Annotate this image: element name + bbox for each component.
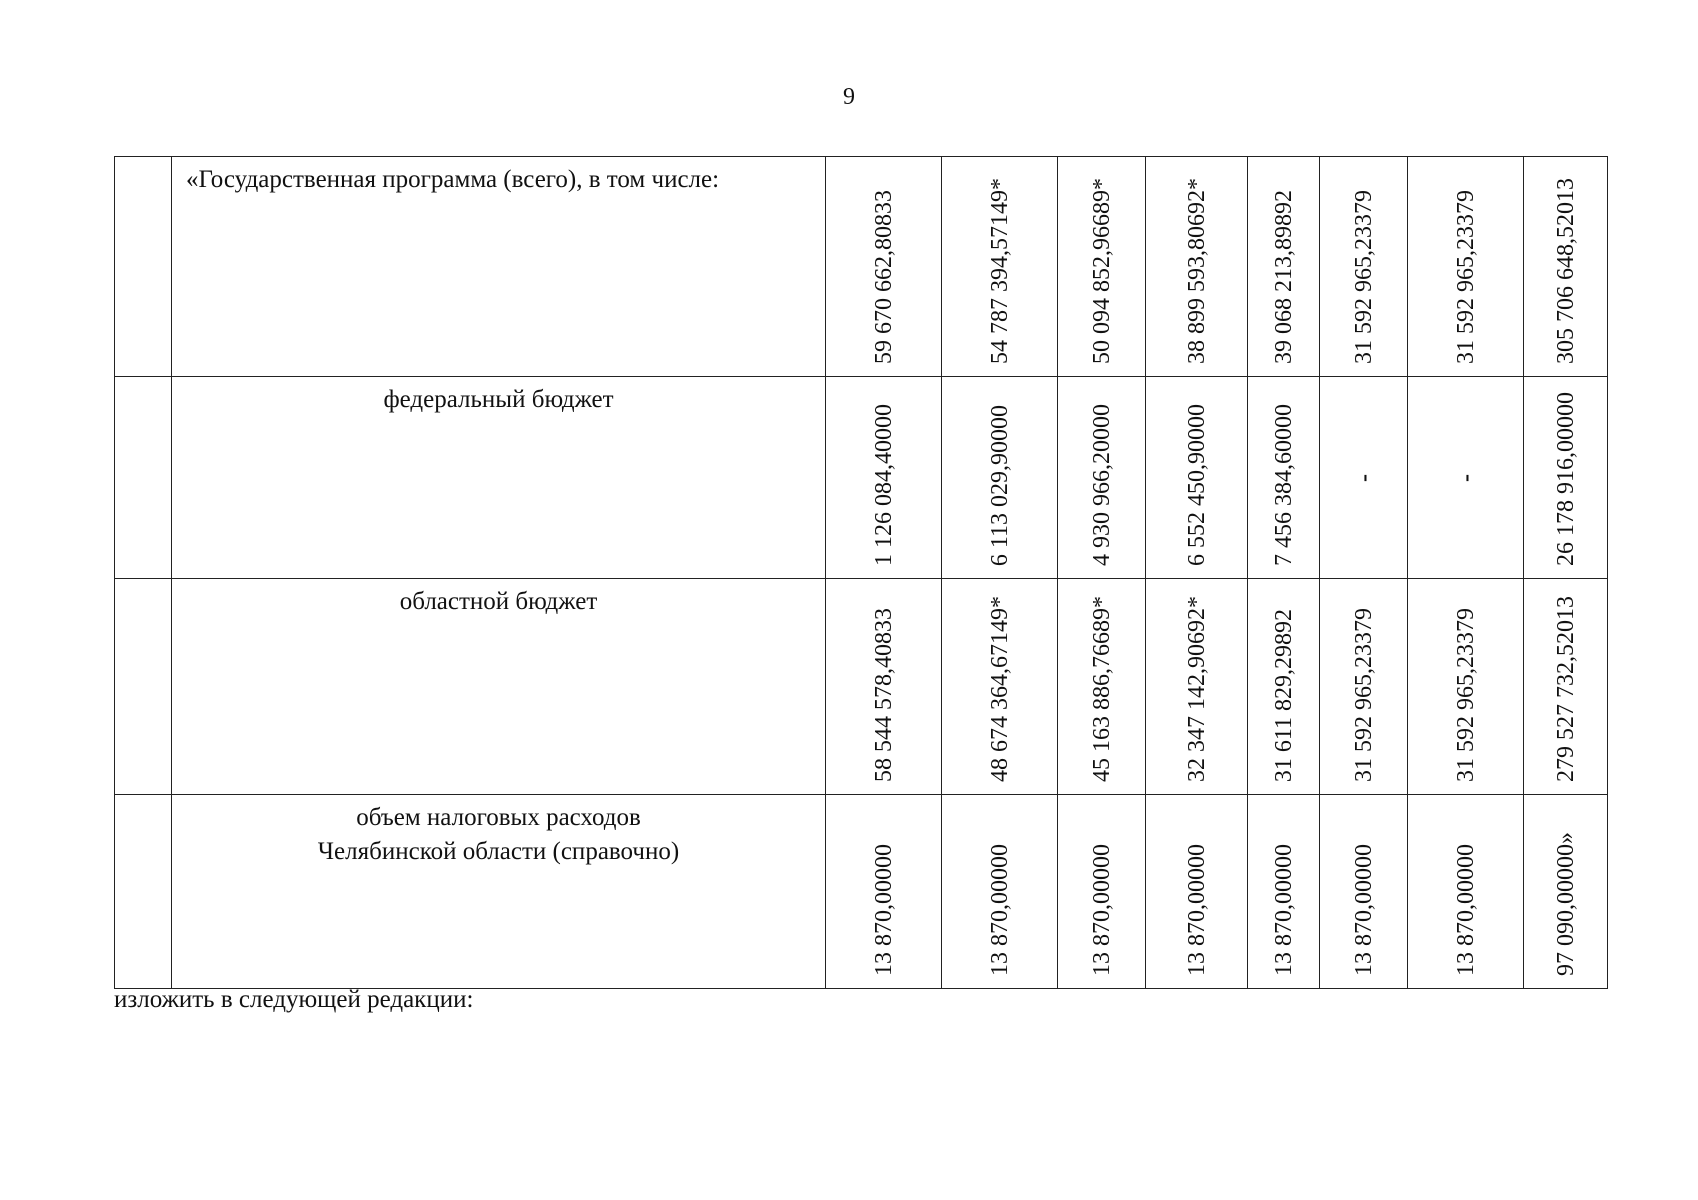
value-text: 279 527 732,52013 (1552, 596, 1579, 782)
value-cell (1058, 157, 1146, 377)
value-cell (942, 157, 1058, 377)
table-row-tax-expenditures (115, 795, 1608, 989)
value-cell (1524, 377, 1608, 579)
value-text: 13 870,00000 (1183, 844, 1210, 976)
row-label: областной бюджет (399, 588, 598, 615)
footer-instruction: изложить в следующей редакции: (114, 986, 474, 1013)
dash-text: - (1452, 473, 1479, 482)
row-label-cell (172, 157, 826, 377)
value-text: 13 870,00000 (1270, 844, 1297, 976)
row-label-cell (172, 377, 826, 579)
value-cell (1408, 157, 1524, 377)
value-cell (1524, 157, 1608, 377)
value-cell (1524, 579, 1608, 795)
value-cell (826, 795, 942, 989)
value-cell (1320, 579, 1408, 795)
value-cell (942, 795, 1058, 989)
value-text: 31 592 965,23379 (1452, 190, 1479, 364)
value-cell (1320, 377, 1408, 579)
value-text: 31 592 965,23379 (1350, 608, 1377, 782)
value-cell (942, 377, 1058, 579)
value-text: 13 870,00000 (986, 844, 1013, 976)
value-text: 31 611 829,29892 (1270, 608, 1297, 782)
page-number: 9 (843, 84, 855, 110)
value-text: 4 930 966,20000 (1088, 404, 1115, 566)
value-cell (1058, 579, 1146, 795)
value-text: 31 592 965,23379 (1452, 608, 1479, 782)
value-text: 54 787 394,57149* (986, 178, 1013, 364)
value-text: 13 870,00000 (1350, 844, 1377, 976)
row-label: «Государственная программа (всего), в том числе: (186, 166, 720, 193)
value-text: 13 870,00000 (1088, 844, 1115, 976)
row-label-cell (172, 795, 826, 989)
row-number-cell (115, 377, 172, 579)
value-cell (1248, 377, 1320, 579)
value-text: 59 670 662,80833 (870, 190, 897, 364)
value-text: 305 706 648,52013 (1552, 178, 1579, 364)
value-cell (826, 579, 942, 795)
value-text: 48 674 364,67149* (986, 596, 1013, 782)
value-text: 45 163 886,76689* (1088, 596, 1115, 782)
value-cell (1408, 377, 1524, 579)
value-cell (1248, 795, 1320, 989)
value-cell (1146, 579, 1248, 795)
row-label: федеральный бюджет (383, 386, 614, 413)
value-cell (1146, 795, 1248, 989)
value-cell (1248, 157, 1320, 377)
value-text: 1 126 084,40000 (870, 404, 897, 566)
value-cell (1248, 579, 1320, 795)
value-text: 13 870,00000 (1452, 844, 1479, 976)
value-text: 6 552 450,90000 (1183, 404, 1210, 566)
value-text: 58 544 578,40833 (870, 608, 897, 782)
value-cell (1320, 795, 1408, 989)
row-number-cell (115, 157, 172, 377)
value-text: 39 068 213,89892 (1270, 190, 1297, 364)
value-cell (1320, 157, 1408, 377)
row-number-cell (115, 795, 172, 989)
value-text: 97 090,00000» (1552, 832, 1579, 976)
dash-text: - (1350, 473, 1377, 482)
value-cell (826, 377, 942, 579)
table-row-regional-budget (115, 579, 1608, 795)
row-label-line-1: объем налоговых расходов (356, 804, 641, 831)
value-cell (1524, 795, 1608, 989)
value-text: 38 899 593,80692* (1183, 178, 1210, 364)
value-text: 32 347 142,90692* (1183, 596, 1210, 782)
value-cell (1408, 579, 1524, 795)
value-cell (1408, 795, 1524, 989)
value-text: 13 870,00000 (870, 844, 897, 976)
row-number-cell (115, 579, 172, 795)
row-label-line-2: Челябинской области (справочно) (317, 838, 680, 865)
value-text: 31 592 965,23379 (1350, 190, 1377, 364)
budget-table (114, 156, 1608, 989)
value-cell (826, 157, 942, 377)
value-text: 6 113 029,90000 (986, 404, 1013, 566)
value-text: 50 094 852,96689* (1088, 178, 1115, 364)
value-text: 7 456 384,60000 (1270, 404, 1297, 566)
value-cell (942, 579, 1058, 795)
value-cell (1058, 795, 1146, 989)
value-cell (1058, 377, 1146, 579)
value-cell (1146, 377, 1248, 579)
table-row-federal-budget (115, 377, 1608, 579)
table-row-program-total (115, 157, 1608, 377)
value-text: 26 178 916,00000 (1552, 392, 1579, 566)
value-cell (1146, 157, 1248, 377)
row-label-cell (172, 579, 826, 795)
